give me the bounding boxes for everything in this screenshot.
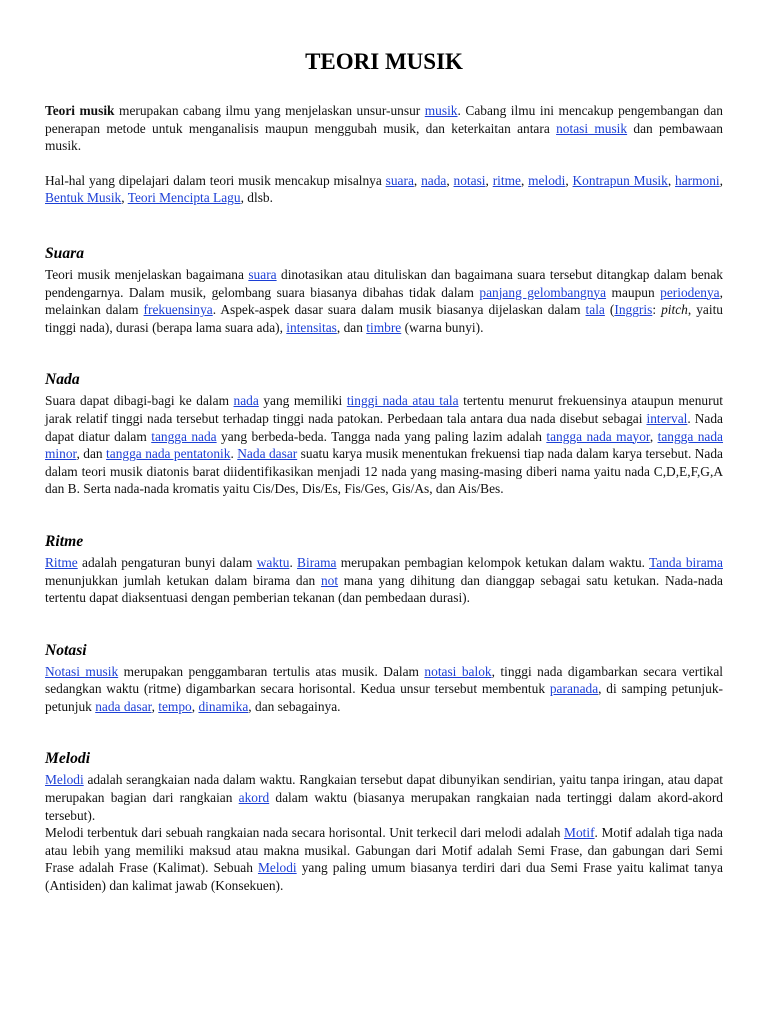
- text: Teori musik menjelaskan bagaimana: [45, 266, 249, 282]
- link-tinggi-nada-atau-tala[interactable]: tinggi nada atau tala: [346, 393, 459, 409]
- text: menunjukkan jumlah ketukan dalam birama dan: [45, 572, 321, 588]
- text: (warna bunyi).: [401, 319, 484, 335]
- link-frekuensinya[interactable]: frekuensinya: [143, 302, 213, 318]
- text: . Nada dapat diatur dalam: [45, 410, 723, 444]
- page-title: TEORI MUSIK: [305, 49, 463, 74]
- link-waktu[interactable]: waktu: [256, 554, 290, 570]
- text: ,: [413, 172, 422, 188]
- text: dalam waktu (biasanya merupakan rangkaian nada tertinggi dalam akord-akord tersebut).: [45, 790, 723, 823]
- text: , yaitu tinggi nada), durasi (berapa lama suara ada),: [45, 302, 723, 335]
- bold-term: Teori musik: [45, 103, 115, 118]
- text: , dlsb.: [240, 190, 273, 206]
- text: , di samping petunjuk-petunjuk: [45, 681, 723, 714]
- text: suatu karya musik menentukan frekuensi tiap nada dalam karya tersebut. Nada dalam teori musik diatonis barat diidentifikasikan menjadi 12 nada yang masing-masing diberi nama yaitu nada C,D,E,F,G,A dan B. Serta nada-nada kromatis yaitu Cis/Des, Dis/Es, Fis/Ges, Gis/As, dan Ais/Bes.: [45, 446, 723, 497]
- text: merupakan penggambaran tertulis atas musik. Dalam: [118, 663, 425, 679]
- section-heading-melodi: Melodi: [45, 750, 91, 768]
- intro-paragraph-2: [45, 172, 723, 207]
- link-nada-dasar[interactable]: nada dasar: [95, 698, 152, 714]
- text: merupakan pembagian kelompok ketukan dalam waktu.: [336, 554, 650, 570]
- link-birama[interactable]: Birama: [297, 554, 337, 570]
- text: tertentu menurut frekuensinya ataupun menurut jarak relatif tinggi nada tersebut terhadap tinggi nada patokan. Perbedaan tala antara dua nada disebut sebagai: [45, 393, 723, 426]
- section-heading-suara: Suara: [45, 244, 85, 262]
- text: Melodi terbentuk dari sebuah rangkaian nada secara horisontal. Unit terkecil dari melodi adalah: [45, 825, 565, 841]
- text: , dan sebagainya.: [248, 698, 341, 714]
- link-intensitas[interactable]: intensitas: [286, 319, 337, 335]
- text: .: [230, 446, 238, 462]
- link-bentuk-musik[interactable]: Bentuk Musik: [45, 190, 122, 206]
- link-nada[interactable]: nada: [421, 172, 447, 188]
- link-interval[interactable]: interval: [646, 410, 688, 426]
- section-ritme: [45, 532, 723, 607]
- section-heading-notasi: Notasi: [45, 641, 87, 659]
- paragraph-ritme: [45, 554, 723, 607]
- text: ,: [485, 172, 493, 188]
- link-suara[interactable]: suara: [385, 172, 414, 188]
- text: . Motif adalah tiga nada atau lebih yang memiliki maksud atau makna musikal. Gabungan dari Motif adalah Semi Frase, dan gabungan dari Semi Frase adalah Frase (Kalimat). Sebuah: [45, 825, 723, 876]
- text: yang paling umum biasanya terdiri dari dua Semi Frase yaitu kalimat tanya (Antisiden) dan kalimat jawab (Konsekuen).: [45, 860, 724, 894]
- link-tempo[interactable]: tempo: [158, 698, 192, 714]
- link-paranada[interactable]: paranada: [549, 681, 599, 697]
- link-panjang-gelombangnya[interactable]: panjang gelombangnya: [479, 284, 607, 300]
- link-periodenya[interactable]: periodenya: [660, 284, 720, 300]
- link-ritme[interactable]: Ritme: [45, 554, 78, 570]
- link-nada-dasar[interactable]: Nada dasar: [237, 446, 298, 462]
- link-melodi[interactable]: melodi: [528, 172, 566, 188]
- text: ,: [446, 172, 454, 188]
- text: ,: [649, 428, 658, 444]
- section-melodi: [45, 749, 723, 894]
- link-nada[interactable]: nada: [233, 393, 259, 409]
- text: , melainkan dalam: [45, 284, 723, 318]
- link-motif[interactable]: Motif: [564, 825, 595, 841]
- text: , tinggi nada digambarkan secara vertikal sedangkan waktu (ritme) digambarkan secara horisontal. Kedua unsur tersebut membentuk: [45, 663, 724, 697]
- paragraph-notasi: [45, 663, 723, 716]
- link-suara[interactable]: suara: [248, 266, 277, 282]
- text: :: [652, 302, 662, 318]
- paragraph-melodi-2: [45, 824, 723, 894]
- paragraph-nada: [45, 392, 723, 498]
- text: ,: [191, 698, 199, 714]
- link-ritme[interactable]: ritme: [492, 172, 521, 188]
- link-melodi[interactable]: Melodi: [45, 772, 84, 788]
- section-heading-nada: Nada: [45, 371, 80, 389]
- link-notasi-musik[interactable]: Notasi musik: [45, 663, 119, 679]
- text: ,: [121, 190, 128, 206]
- text: ,: [520, 172, 529, 188]
- link-tangga-nada-mayor[interactable]: tangga nada mayor: [546, 428, 650, 444]
- link-tanda-birama[interactable]: Tanda birama: [649, 554, 723, 570]
- link-tala[interactable]: tala: [585, 302, 605, 318]
- text: maupun: [606, 284, 661, 300]
- text: ,: [667, 172, 676, 188]
- text: , dan: [336, 319, 367, 335]
- italic-term: pitch: [661, 302, 688, 318]
- paragraph-melodi-1: [45, 771, 723, 824]
- text: Suara dapat dibagi-bagi ke dalam: [45, 393, 234, 409]
- section-nada: [45, 370, 723, 498]
- intro-section: [45, 102, 723, 207]
- text: merupakan cabang ilmu yang menjelaskan unsur-unsur: [114, 103, 425, 118]
- link-tangga-nada[interactable]: tangga nada: [151, 428, 217, 444]
- text: (: [604, 302, 615, 318]
- link-melodi[interactable]: Melodi: [257, 860, 297, 876]
- text: . Cabang ilmu ini mencakup pengembangan dan penerapan metode untuk menganalisis maupun menggubah musik, dan keterkaitan antara: [45, 103, 723, 136]
- text: , dan: [76, 446, 107, 462]
- text: Hal-hal yang dipelajari dalam teori musik mencakup misalnya: [45, 172, 386, 188]
- text: yang berbeda-beda. Tangga nada yang paling lazim adalah: [216, 428, 547, 444]
- link-kontrapun-musik[interactable]: Kontrapun Musik: [572, 172, 668, 188]
- text: ,: [719, 172, 723, 188]
- section-suara: [45, 244, 723, 336]
- text: dinotasikan atau dituliskan dan bagaimana suara tersebut ditangkap dalam benak pendengarnya. Dalam musik, gelombang suara biasanya dibahas tidak dalam: [45, 266, 723, 300]
- link-dinamika[interactable]: dinamika: [198, 698, 249, 714]
- text: . Aspek-aspek dasar suara dalam musik biasanya dijelaskan dalam: [212, 302, 586, 318]
- text: adalah serangkaian nada dalam waktu. Rangkaian tersebut dapat dibunyikan sendirian, yaitu tanpa iringan, atau dapat merupakan bagian dari rangkaian: [45, 772, 723, 806]
- link-timbre[interactable]: timbre: [366, 319, 402, 335]
- link-not[interactable]: not: [320, 572, 339, 588]
- text: dan pembawaan musik.: [45, 120, 723, 154]
- link-tangga-nada-pentatonik[interactable]: tangga nada pentatonik: [106, 446, 231, 462]
- intro-paragraph-1: [45, 102, 723, 155]
- link-notasi-balok[interactable]: notasi balok: [424, 663, 492, 679]
- link-teori-mencipta-lagu[interactable]: Teori Mencipta Lagu: [127, 190, 241, 206]
- link-harmoni[interactable]: harmoni: [675, 172, 720, 188]
- text: adalah pengaturan bunyi dalam: [77, 554, 257, 570]
- link-inggris[interactable]: Inggris: [614, 302, 653, 318]
- link-notasi[interactable]: notasi: [453, 172, 486, 188]
- link-notasi-musik[interactable]: notasi musik: [556, 120, 628, 136]
- link-tangga-nada-minor[interactable]: tangga nada minor: [45, 428, 724, 462]
- text: .: [289, 554, 298, 570]
- paragraph-suara: [45, 266, 723, 336]
- link-musik[interactable]: musik: [424, 103, 458, 118]
- text: ,: [565, 172, 573, 188]
- text: yang memiliki: [258, 393, 347, 409]
- section-heading-ritme: Ritme: [45, 532, 84, 550]
- section-notasi: [45, 641, 723, 716]
- text: ,: [151, 698, 159, 714]
- text: mana yang dihitung dan dianggap sebagai satu ketukan. Nada-nada tertentu dapat diaksentuasi dengan pemberian tekanan (dan pembedaan durasi).: [45, 572, 723, 606]
- link-akord[interactable]: akord: [238, 790, 270, 806]
